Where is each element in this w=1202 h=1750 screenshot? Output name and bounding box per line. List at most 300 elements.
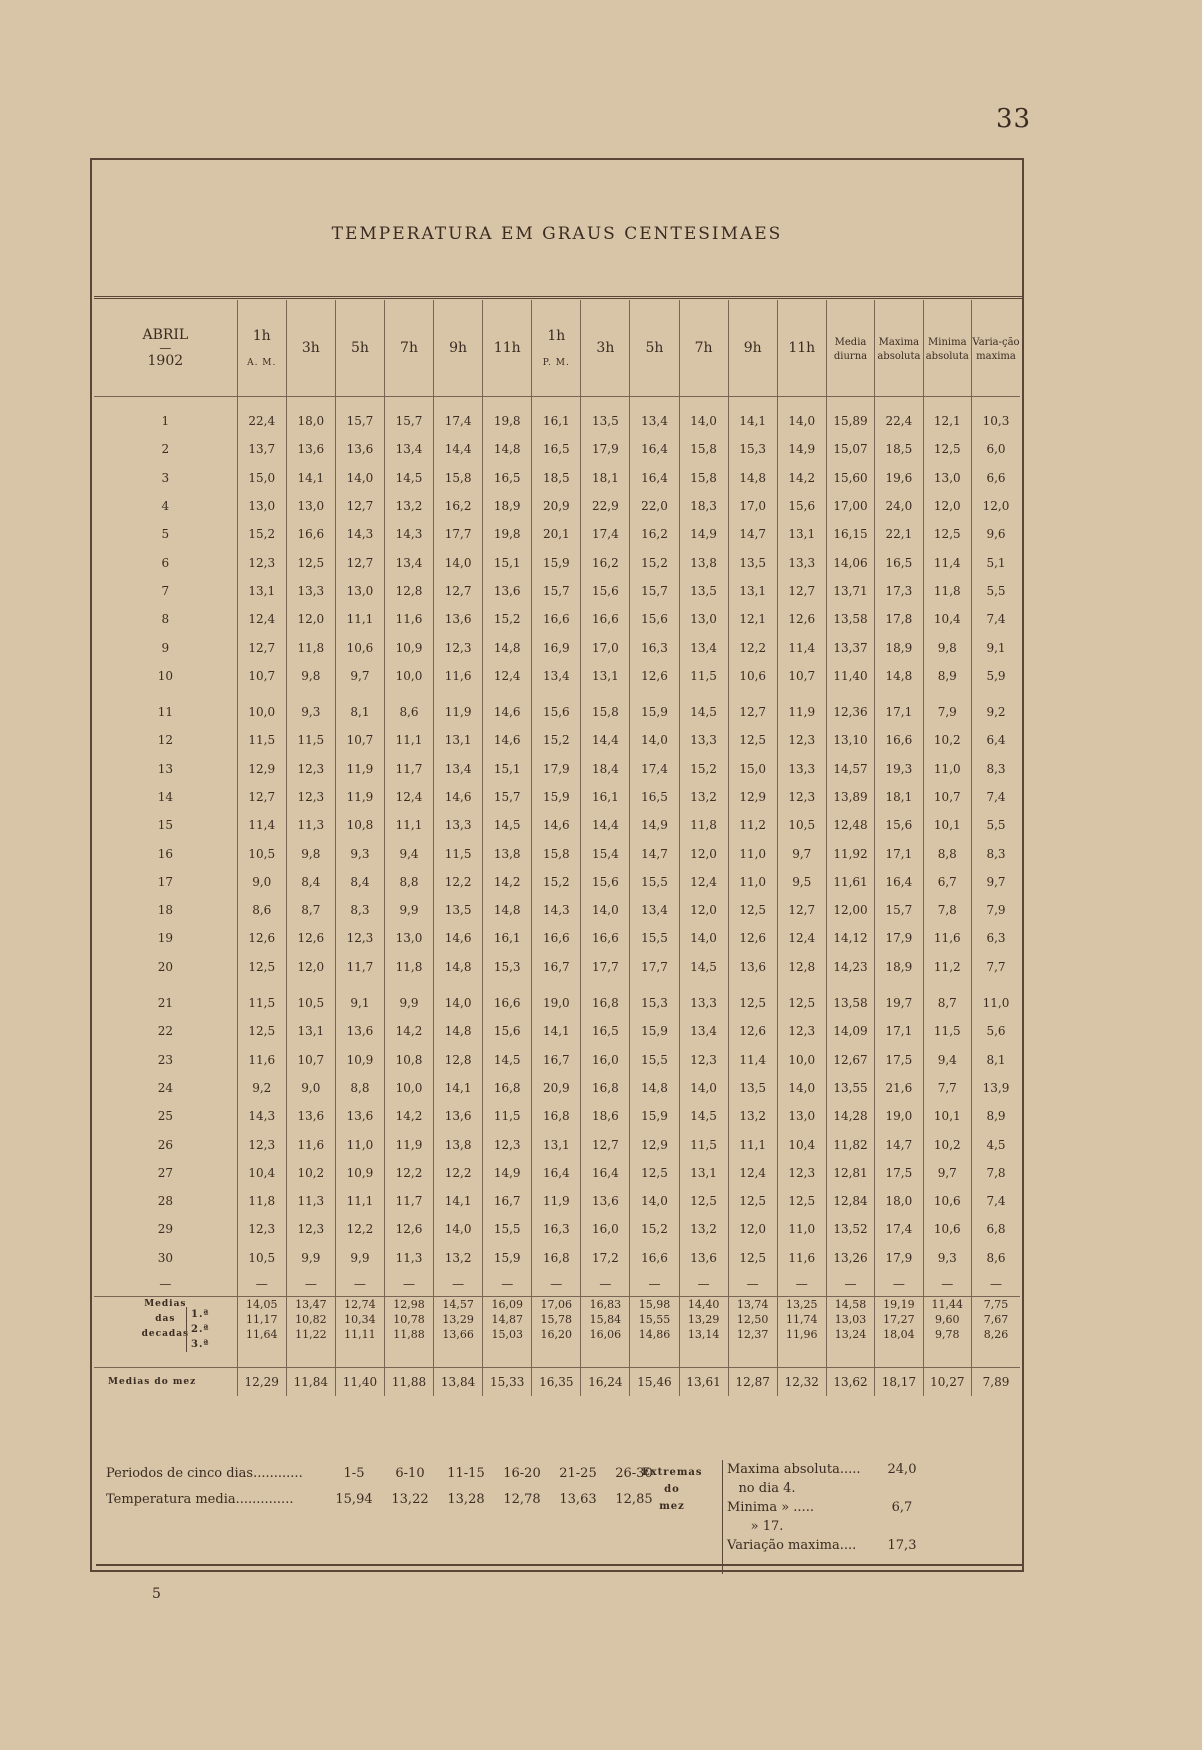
- value-cell: [777, 690, 826, 698]
- value-cell: [679, 981, 728, 989]
- value-cell: 15,8: [679, 435, 728, 463]
- temperature-mean-row: [106, 1486, 662, 1512]
- value-cell: 12,3: [777, 726, 826, 754]
- value-cell: 17,9: [875, 924, 923, 952]
- value-cell: 11,8: [286, 633, 335, 661]
- value-cell: 13,62: [826, 1367, 874, 1396]
- value-cell: 16,1: [483, 924, 532, 952]
- value-cell: 16,2: [630, 520, 679, 548]
- value-cell: 13,55: [826, 1074, 874, 1102]
- value-cell: 11,6: [286, 1130, 335, 1158]
- value-cell: 19,6: [875, 464, 923, 492]
- month-means-label: Medias do mez: [94, 1367, 237, 1396]
- table-row: [94, 520, 1020, 548]
- extrema-row: Variação maxima.... 17,3: [727, 1538, 917, 1553]
- value-cell: 13,0: [384, 924, 433, 952]
- value-cell: 13,3: [679, 726, 728, 754]
- value-cell: 6,4: [971, 726, 1020, 754]
- value-cell: 16,4: [630, 435, 679, 463]
- value-cell: 16,3: [630, 633, 679, 661]
- day-cell: 27: [157, 1165, 173, 1180]
- value-cell: [286, 690, 335, 698]
- day-cell: 20: [157, 959, 173, 974]
- variacao-maxima-header: Varia-ção maxima: [971, 300, 1020, 397]
- value-cell: 14,5: [679, 953, 728, 981]
- value-cell: 10,7: [777, 662, 826, 690]
- value-cell: 5,5: [971, 577, 1020, 605]
- value-cell: 13,0: [679, 605, 728, 633]
- value-cell: [384, 981, 433, 989]
- value-cell: [335, 690, 384, 698]
- value-cell: 17,0: [581, 633, 630, 661]
- value-cell: 9,6: [971, 520, 1020, 548]
- value-cell: 11,5: [483, 1102, 532, 1130]
- value-cell: 13,4: [679, 1017, 728, 1045]
- day-cell: 9: [161, 640, 170, 655]
- value-cell: 24,0: [875, 492, 923, 520]
- value-cell: 14,0: [679, 407, 728, 435]
- value-cell: 7,7: [971, 953, 1020, 981]
- value-cell: 13,0: [777, 1102, 826, 1130]
- value-cell: —: [728, 1272, 777, 1297]
- value-cell: 15,2: [237, 520, 286, 548]
- value-cell: 17,1: [875, 839, 923, 867]
- value-cell: 11,5: [434, 839, 483, 867]
- value-cell: 11,3: [286, 1187, 335, 1215]
- table-row: [94, 868, 1020, 896]
- value-cell: 11,0: [971, 989, 1020, 1017]
- table-row: [94, 633, 1020, 661]
- value-cell: 9,9: [384, 989, 433, 1017]
- value-cell: 8,9: [923, 662, 971, 690]
- value-cell: 14,2: [483, 868, 532, 896]
- value-cell: 12,7: [434, 577, 483, 605]
- value-cell: 15,0: [237, 464, 286, 492]
- spacer-row: [94, 397, 1020, 408]
- value-cell: 9,7: [777, 839, 826, 867]
- value-cell: 10,5: [286, 989, 335, 1017]
- month-year-header: ABRIL — 1902: [94, 300, 237, 397]
- value-cell: 8,9: [971, 1102, 1020, 1130]
- value-cell: 10,7: [923, 783, 971, 811]
- value-cell: 14,8: [434, 1017, 483, 1045]
- value-cell: 11,40: [335, 1367, 384, 1396]
- value-cell: 12,5: [728, 1244, 777, 1272]
- table-row: [94, 1074, 1020, 1102]
- value-cell: 16,5: [630, 783, 679, 811]
- value-cell: 13,1: [581, 662, 630, 690]
- value-cell: 15,2: [483, 605, 532, 633]
- value-cell: 14,28: [826, 1102, 874, 1130]
- value-cell: 14,5: [483, 811, 532, 839]
- day-cell: 13: [157, 761, 173, 776]
- value-cell: 14,57: [826, 755, 874, 783]
- value-cell: 12,5: [923, 520, 971, 548]
- value-cell: [581, 981, 630, 989]
- period-mean: 13,63: [559, 1491, 597, 1507]
- value-cell: 16,8: [532, 1102, 581, 1130]
- decade-value-cell: 13,47 10,82 11,22: [286, 1296, 335, 1367]
- spacer-row: [94, 690, 1020, 698]
- value-cell: 11,0: [777, 1215, 826, 1243]
- value-cell: 13,58: [826, 605, 874, 633]
- value-cell: —: [483, 1272, 532, 1297]
- value-cell: 14,6: [434, 783, 483, 811]
- value-cell: 15,8: [532, 839, 581, 867]
- value-cell: 9,3: [335, 839, 384, 867]
- value-cell: 10,2: [923, 1130, 971, 1158]
- value-cell: 13,89: [826, 783, 874, 811]
- value-cell: 12,7: [237, 783, 286, 811]
- value-cell: 10,1: [923, 811, 971, 839]
- value-cell: 12,2: [434, 1159, 483, 1187]
- value-cell: 13,4: [434, 755, 483, 783]
- value-cell: 12,7: [777, 577, 826, 605]
- table-frame: [90, 158, 1024, 1572]
- table-row: [94, 698, 1020, 726]
- value-cell: —: [971, 1272, 1020, 1297]
- value-cell: 10,5: [237, 839, 286, 867]
- value-cell: 14,1: [434, 1074, 483, 1102]
- day-cell: 24: [157, 1080, 173, 1095]
- value-cell: 11,1: [384, 726, 433, 754]
- value-cell: 16,0: [581, 1046, 630, 1074]
- decade-value-cell: 16,09 14,87 15,03: [483, 1296, 532, 1367]
- value-cell: 19,8: [483, 407, 532, 435]
- value-cell: 10,6: [335, 633, 384, 661]
- value-cell: 16,7: [532, 953, 581, 981]
- value-cell: [384, 690, 433, 698]
- value-cell: 13,6: [581, 1187, 630, 1215]
- day-cell: 17: [157, 874, 173, 889]
- value-cell: 14,5: [679, 1102, 728, 1130]
- value-cell: 12,29: [237, 1367, 286, 1396]
- value-cell: 11,8: [679, 811, 728, 839]
- value-cell: 18,0: [875, 1187, 923, 1215]
- value-cell: 16,1: [532, 407, 581, 435]
- value-cell: 11,7: [384, 1187, 433, 1215]
- value-cell: 11,4: [777, 633, 826, 661]
- value-cell: 15,6: [581, 577, 630, 605]
- value-cell: 16,15: [826, 520, 874, 548]
- value-cell: [826, 397, 874, 408]
- table-row: [94, 953, 1020, 981]
- value-cell: [875, 397, 923, 408]
- value-cell: 14,9: [679, 520, 728, 548]
- value-cell: 13,4: [384, 548, 433, 576]
- am-label: A. M.: [247, 358, 277, 368]
- value-cell: 11,8: [923, 577, 971, 605]
- value-cell: [728, 690, 777, 698]
- value-cell: 13,3: [286, 577, 335, 605]
- value-cell: 6,0: [971, 435, 1020, 463]
- decade-value-cell: 19,19 17,27 18,04: [875, 1296, 923, 1367]
- value-cell: [971, 981, 1020, 989]
- value-cell: 8,8: [923, 839, 971, 867]
- value-cell: 4,5: [971, 1130, 1020, 1158]
- value-cell: 16,35: [532, 1367, 581, 1396]
- value-cell: [630, 397, 679, 408]
- value-cell: 11,5: [237, 726, 286, 754]
- value-cell: 12,2: [728, 633, 777, 661]
- value-cell: 13,37: [826, 633, 874, 661]
- hour-header: 1h P. M.: [532, 300, 581, 397]
- periods-label: Periodos de cinco dias............: [106, 1465, 303, 1481]
- value-cell: 15,2: [679, 755, 728, 783]
- value-cell: [434, 397, 483, 408]
- value-cell: 9,8: [286, 662, 335, 690]
- value-cell: 16,0: [581, 1215, 630, 1243]
- value-cell: 7,4: [971, 783, 1020, 811]
- value-cell: —: [335, 1272, 384, 1297]
- value-cell: 16,6: [286, 520, 335, 548]
- value-cell: 16,4: [875, 868, 923, 896]
- value-cell: 8,6: [237, 896, 286, 924]
- value-cell: 15,60: [826, 464, 874, 492]
- value-cell: [237, 397, 286, 408]
- day-cell: 21: [157, 996, 173, 1011]
- value-cell: [630, 690, 679, 698]
- value-cell: [728, 981, 777, 989]
- value-cell: 13,2: [679, 1215, 728, 1243]
- value-cell: 22,0: [630, 492, 679, 520]
- value-cell: 14,9: [777, 435, 826, 463]
- value-cell: 12,2: [434, 868, 483, 896]
- value-cell: 9,3: [923, 1244, 971, 1272]
- value-cell: 12,2: [335, 1215, 384, 1243]
- media-diurna-header: Media diurna: [826, 300, 874, 397]
- decade-value-cell: 11,44 9,60 9,78: [923, 1296, 971, 1367]
- value-cell: 13,4: [630, 896, 679, 924]
- value-cell: 13,6: [335, 1017, 384, 1045]
- value-cell: 12,5: [923, 435, 971, 463]
- value-cell: 15,6: [630, 605, 679, 633]
- value-cell: —: [286, 1272, 335, 1297]
- value-cell: 17,1: [875, 1017, 923, 1045]
- value-cell: 14,4: [581, 726, 630, 754]
- value-cell: 14,1: [728, 407, 777, 435]
- value-cell: 11,6: [923, 924, 971, 952]
- value-cell: 14,9: [483, 1159, 532, 1187]
- value-cell: 11,5: [286, 726, 335, 754]
- value-cell: 14,7: [875, 1130, 923, 1158]
- value-cell: 12,0: [679, 839, 728, 867]
- value-cell: 14,0: [679, 924, 728, 952]
- value-cell: 22,9: [581, 492, 630, 520]
- period-mean: 12,85: [615, 1491, 653, 1507]
- value-cell: 13,3: [434, 811, 483, 839]
- value-cell: 11,5: [679, 662, 728, 690]
- value-cell: 14,4: [581, 811, 630, 839]
- decade-value-cell: 14,05 11,17 11,64: [237, 1296, 286, 1367]
- decade-value-cell: 15,98 15,55 14,86: [630, 1296, 679, 1367]
- value-cell: [679, 690, 728, 698]
- value-cell: 5,1: [971, 548, 1020, 576]
- value-cell: 15,9: [532, 783, 581, 811]
- value-cell: 13,8: [434, 1130, 483, 1158]
- decade-value-cell: 17,06 15,78 16,20: [532, 1296, 581, 1367]
- value-cell: 8,7: [286, 896, 335, 924]
- value-cell: —: [434, 1272, 483, 1297]
- value-cell: 11,4: [728, 1046, 777, 1074]
- value-cell: 12,5: [728, 1187, 777, 1215]
- value-cell: 7,9: [923, 698, 971, 726]
- value-cell: 12,3: [237, 1130, 286, 1158]
- value-cell: 16,8: [483, 1074, 532, 1102]
- value-cell: 11,0: [728, 839, 777, 867]
- value-cell: —: [923, 1272, 971, 1297]
- value-cell: 21,6: [875, 1074, 923, 1102]
- value-cell: 17,8: [875, 605, 923, 633]
- value-cell: 14,5: [679, 698, 728, 726]
- value-cell: 7,8: [923, 896, 971, 924]
- value-cell: 13,61: [679, 1367, 728, 1396]
- value-cell: 13,0: [237, 492, 286, 520]
- value-cell: 12,84: [826, 1187, 874, 1215]
- value-cell: 11,61: [826, 868, 874, 896]
- value-cell: 10,27: [923, 1367, 971, 1396]
- value-cell: 11,88: [384, 1367, 433, 1396]
- value-cell: 14,8: [630, 1074, 679, 1102]
- value-cell: 13,2: [728, 1102, 777, 1130]
- value-cell: —: [826, 1272, 874, 1297]
- periods-block: [106, 1460, 662, 1512]
- hour-header: 11h: [777, 300, 826, 397]
- value-cell: 9,8: [286, 839, 335, 867]
- value-cell: 14,8: [434, 953, 483, 981]
- table-row: [94, 662, 1020, 690]
- value-cell: 5,6: [971, 1017, 1020, 1045]
- value-cell: 14,9: [630, 811, 679, 839]
- table-row: [94, 989, 1020, 1017]
- value-cell: 15,6: [875, 811, 923, 839]
- value-cell: 18,1: [581, 464, 630, 492]
- period-range: 1-5: [343, 1465, 365, 1481]
- value-cell: 8,3: [971, 839, 1020, 867]
- value-cell: 11,5: [923, 1017, 971, 1045]
- value-cell: 12,5: [237, 953, 286, 981]
- value-cell: 15,6: [581, 868, 630, 896]
- period-mean: 13,28: [447, 1491, 485, 1507]
- value-cell: 12,5: [237, 1017, 286, 1045]
- value-cell: 13,1: [777, 520, 826, 548]
- value-cell: 14,4: [434, 435, 483, 463]
- value-cell: 11,92: [826, 839, 874, 867]
- value-cell: 17,7: [434, 520, 483, 548]
- value-cell: 15,3: [630, 989, 679, 1017]
- value-cell: [777, 397, 826, 408]
- value-cell: 10,3: [971, 407, 1020, 435]
- value-cell: 12,8: [384, 577, 433, 605]
- value-cell: 12,2: [384, 1159, 433, 1187]
- value-cell: 10,7: [237, 662, 286, 690]
- value-cell: 13,6: [483, 577, 532, 605]
- value-cell: 12,7: [728, 698, 777, 726]
- value-cell: 20,9: [532, 492, 581, 520]
- value-cell: 16,8: [581, 989, 630, 1017]
- value-cell: 13,4: [630, 407, 679, 435]
- value-cell: 14,1: [286, 464, 335, 492]
- hour-header: 9h: [434, 300, 483, 397]
- day-cell: —: [159, 1276, 172, 1291]
- value-cell: 15,2: [532, 726, 581, 754]
- decade-value-cell: 14,58 13,03 13,24: [826, 1296, 874, 1367]
- value-cell: 12,3: [777, 1017, 826, 1045]
- day-cell: 11: [157, 705, 173, 720]
- value-cell: 10,0: [384, 662, 433, 690]
- value-cell: 10,9: [335, 1046, 384, 1074]
- value-cell: 8,6: [971, 1244, 1020, 1272]
- value-cell: [971, 397, 1020, 408]
- value-cell: 17,4: [434, 407, 483, 435]
- value-cell: 17,9: [581, 435, 630, 463]
- value-cell: 12,5: [777, 989, 826, 1017]
- value-cell: 20,1: [532, 520, 581, 548]
- value-cell: 15,33: [483, 1367, 532, 1396]
- value-cell: 5,5: [971, 811, 1020, 839]
- value-cell: 15,8: [581, 698, 630, 726]
- value-cell: 12,8: [434, 1046, 483, 1074]
- day-cell: 19: [157, 931, 173, 946]
- page-number: 33: [996, 104, 1032, 134]
- value-cell: 11,9: [384, 1130, 433, 1158]
- value-cell: 11,4: [237, 811, 286, 839]
- value-cell: 17,5: [875, 1046, 923, 1074]
- table-row: [94, 755, 1020, 783]
- value-cell: 10,7: [335, 726, 384, 754]
- value-cell: [923, 690, 971, 698]
- value-cell: 11,2: [728, 811, 777, 839]
- value-cell: 14,1: [434, 1187, 483, 1215]
- value-cell: 10,4: [923, 605, 971, 633]
- value-cell: 13,52: [826, 1215, 874, 1243]
- value-cell: 13,6: [434, 605, 483, 633]
- value-cell: 15,2: [630, 548, 679, 576]
- value-cell: 16,6: [532, 605, 581, 633]
- value-cell: 8,4: [286, 868, 335, 896]
- value-cell: 14,23: [826, 953, 874, 981]
- value-cell: 15,0: [728, 755, 777, 783]
- value-cell: 14,3: [532, 896, 581, 924]
- value-cell: 12,7: [777, 896, 826, 924]
- value-cell: 15,2: [630, 1215, 679, 1243]
- value-cell: [532, 397, 581, 408]
- value-cell: 17,1: [875, 698, 923, 726]
- value-cell: 9,8: [923, 633, 971, 661]
- day-cell: 22: [157, 1024, 173, 1039]
- value-cell: [581, 690, 630, 698]
- value-cell: 16,6: [581, 924, 630, 952]
- value-cell: 9,4: [384, 839, 433, 867]
- value-cell: 13,4: [679, 633, 728, 661]
- day-cell: 10: [157, 668, 173, 683]
- day-cell: 15: [157, 818, 173, 833]
- value-cell: 10,0: [384, 1074, 433, 1102]
- value-cell: 17,7: [581, 953, 630, 981]
- value-cell: 15,5: [483, 1215, 532, 1243]
- value-cell: 12,5: [630, 1159, 679, 1187]
- value-cell: 14,0: [434, 548, 483, 576]
- value-cell: 13,6: [679, 1244, 728, 1272]
- value-cell: 11,4: [923, 548, 971, 576]
- value-cell: 12,36: [826, 698, 874, 726]
- table-row: [94, 435, 1020, 463]
- value-cell: 12,7: [237, 633, 286, 661]
- value-cell: 13,7: [237, 435, 286, 463]
- table-row: [94, 1046, 1020, 1074]
- value-cell: [483, 690, 532, 698]
- spacer-row: [94, 981, 1020, 989]
